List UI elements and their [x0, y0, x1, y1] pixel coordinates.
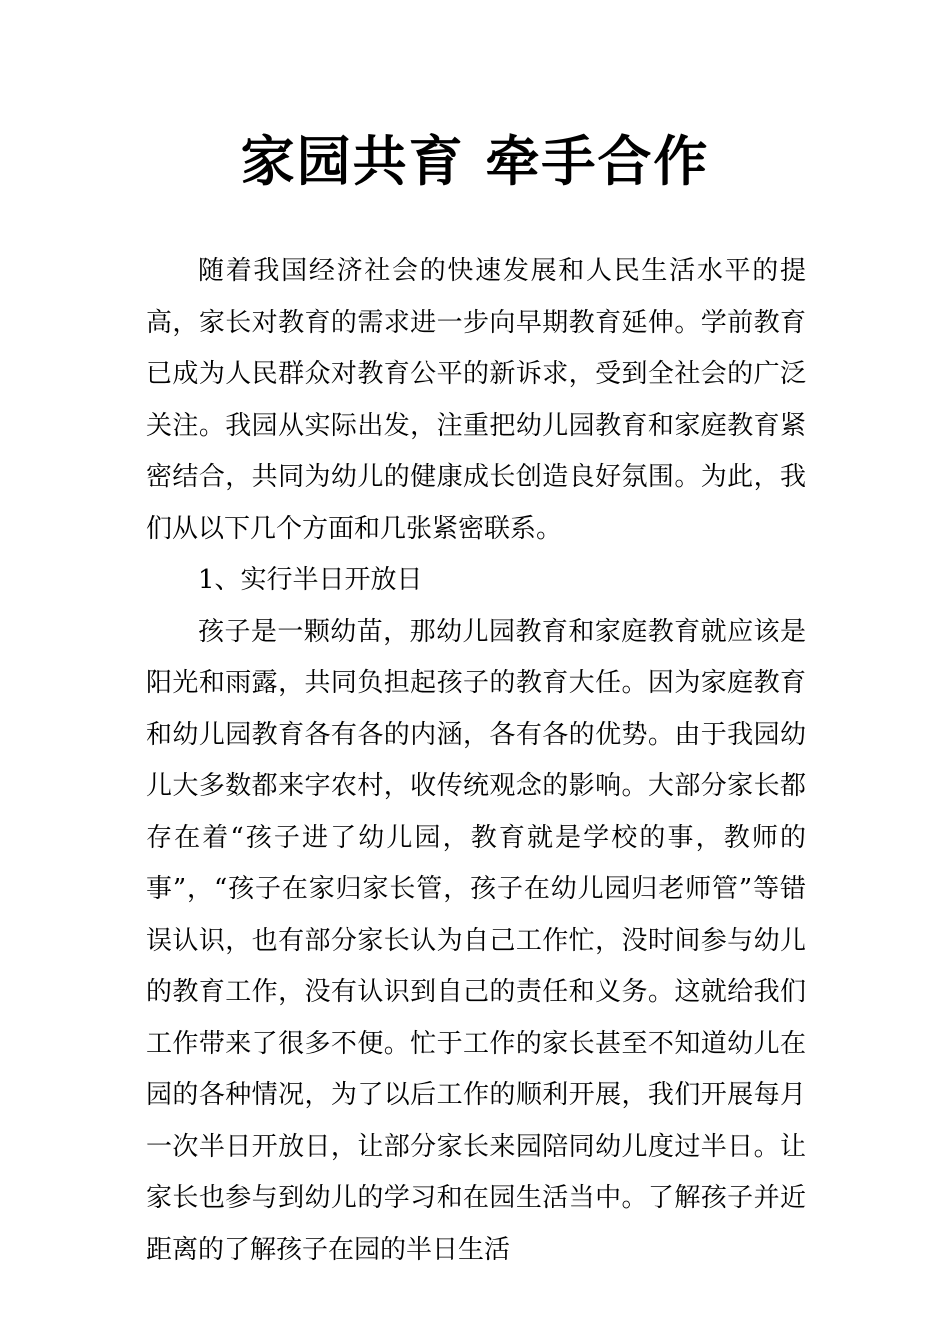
paragraph-section-1: 孩子是一颗幼苗，那幼儿园教育和家庭教育就应该是阳光和雨露，共同负担起孩子的教育大任。因为家庭教育和幼儿园教育各有各的内涵，各有各的优势。由于我园幼儿大多数都来字农村，收传统观念的影响。大部分家长都存在着“孩子进了幼儿园，教育就是学校的事，教师的事”，“孩子在家归家长管，孩子在幼儿园归老师管”等错误认识，也有部分家长认为自己工作忙，没时间参与幼儿的教育工作，没有认识到自己的责任和义务。这就给我们工作带来了很多不便。忙于工作的家长甚至不知道幼儿在园的各种情况，为了以后工作的顺利开展，我们开展每月一次半日开放日，让部分家长来园陪同幼儿度过半日。让家长也参与到幼儿的学习和在园生活当中。了解孩子并近距离的了解孩子在园的半日生活: [146, 616, 806, 1265]
document-body: [146, 246, 806, 1276]
paragraph-intro: 随着我国经济社会的快速发展和人民生活水平的提高，家长对教育的需求进一步向早期教育延伸。学前教育已成为人民群众对教育公平的新诉求，受到全社会的广泛关注。我园从实际出发，注重把幼儿园教育和家庭教育紧密结合，共同为幼儿的健康成长创造良好氛围。为此，我们从以下几个方面和几张紧密联系。: [146, 256, 806, 544]
document-title: 家园共育 牵手合作: [240, 130, 710, 193]
section-heading-1: 1、实行半日开放日: [198, 565, 423, 595]
